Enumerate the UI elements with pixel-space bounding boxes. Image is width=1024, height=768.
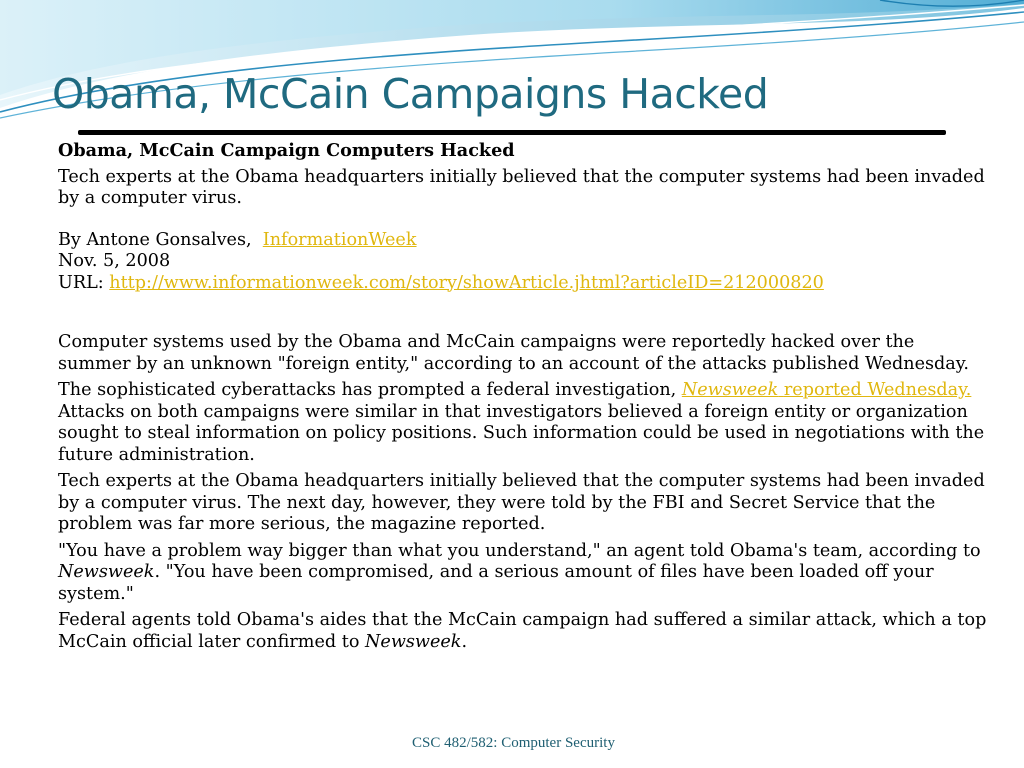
paragraph-5-end: . (461, 631, 468, 652)
newsweek-report-link[interactable] (682, 380, 972, 400)
paragraph-5-italic: Newsweek (365, 631, 462, 652)
byline (58, 230, 988, 252)
paragraph-4 (58, 541, 988, 606)
paragraph-2-end: Attacks on both campaigns were similar in that investigators believed a foreign entity or organization sought to steal information on policy positions. Such information could be used in negotiations with the future administration. (58, 401, 985, 465)
paragraph-1: Computer systems used by the Obama and McCain campaigns were reportedly hacked over the summer by an unknown "foreign entity," according to an account of the attacks published Wednesday. (58, 332, 969, 374)
paragraph-4-italic: Newsweek (58, 562, 155, 582)
spacer (58, 215, 988, 230)
newsweek-link-rest: reported Wednesday. (783, 380, 972, 400)
article-url-line (58, 273, 988, 295)
url-label: URL: (58, 272, 104, 293)
paragraph-5 (58, 610, 988, 653)
paragraph-4-end: . "You have been compromised, and a serious amount of files have been loaded off your system." (58, 562, 934, 604)
article-content (58, 140, 988, 658)
spacer (58, 294, 988, 332)
slide-footer: CSC 482/582: Computer Security (412, 735, 615, 751)
title-underline (78, 130, 946, 135)
byline-author: By Antone Gonsalves, (58, 229, 252, 250)
paragraph-4-start: "You have a problem way bigger than what you understand," an agent told Obama's team, according to (58, 540, 981, 561)
paragraph-5-start: Federal agents told Obama's aides that the McCain campaign had suffered a similar attack, which a top McCain official later confirmed to (58, 610, 987, 652)
article-summary: Tech experts at the Obama headquarters initially believed that the computer systems had been invaded by a computer virus. (58, 166, 985, 208)
paragraph-2-start: The sophisticated cyberattacks has prompted a federal investigation, (58, 380, 677, 400)
article-url-link[interactable]: http://www.informationweek.com/story/showArticle.jhtml?articleID=212000820 (109, 272, 824, 293)
paragraph-2 (58, 380, 988, 466)
article-date: Nov. 5, 2008 (58, 251, 171, 271)
article-headline: Obama, McCain Campaign Computers Hacked (58, 140, 515, 161)
publication-link[interactable]: InformationWeek (262, 229, 417, 250)
slide-title: Obama, McCain Campaigns Hacked (52, 70, 769, 118)
paragraph-3: Tech experts at the Obama headquarters initially believed that the computer systems had been invaded by a computer virus. The next day, however, they were told by the FBI and Secret Service that the problem was far more serious, the magazine reported. (58, 471, 985, 534)
newsweek-link-italic: Newsweek (681, 380, 779, 400)
